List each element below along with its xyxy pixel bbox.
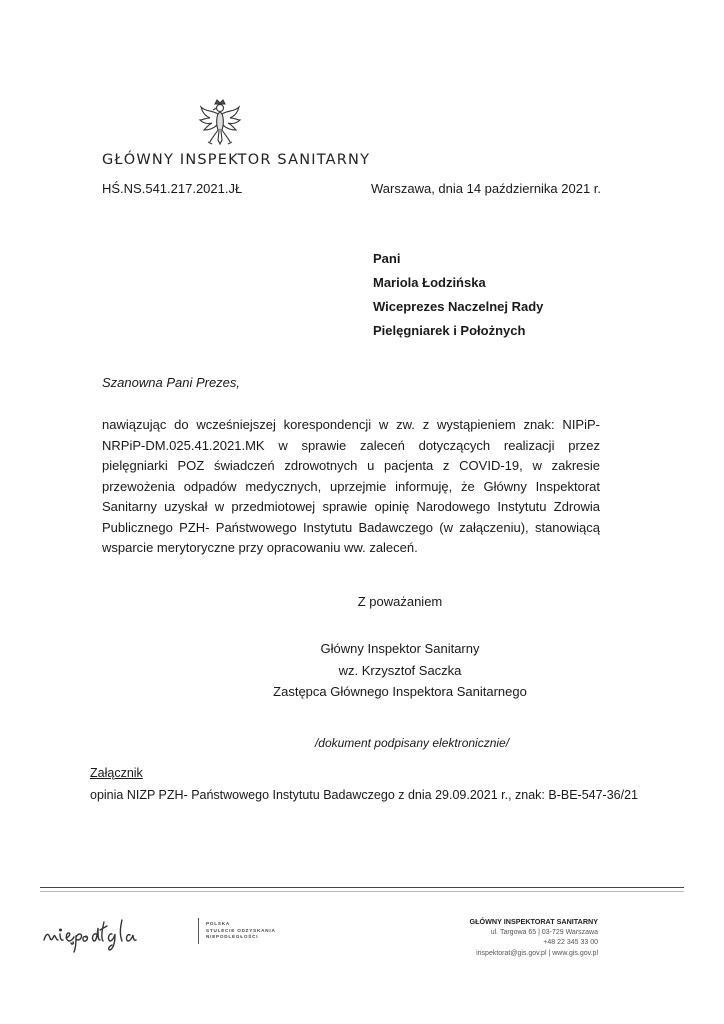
signatory-role: Zastępca Głównego Inspektora Sanitarnego	[273, 684, 527, 699]
signatory-title: Główny Inspektor Sanitarny	[320, 641, 480, 656]
logo-divider	[198, 918, 199, 944]
institution-name: GŁÓWNY INSPEKTOR SANITARNY	[102, 152, 371, 168]
addressee-line: Pani	[373, 251, 401, 266]
addressee-organization: Pielęgniarek i Położnych	[373, 323, 526, 338]
letter-date: Warszawa, dnia 14 października 2021 r.	[371, 181, 602, 196]
footer-divider	[40, 887, 684, 888]
footer-address: ul. Targowa 65 | 03-729 Warszawa	[490, 928, 598, 936]
niepodlegla-caption	[206, 921, 276, 941]
footer-divider-light	[40, 891, 684, 892]
electronic-signature-note: /dokument podpisany elektronicznie/	[314, 736, 510, 750]
attachment-description: opinia NIZP PZH- Państwowego Instytutu Badawczego z dnia 29.09.2021 r., znak: B-BE-547-36/21	[90, 788, 638, 802]
signature-block	[0, 638, 724, 703]
attachment-label: Załącznik	[90, 766, 143, 780]
logo-caption-line: POLSKA	[206, 921, 230, 926]
addressee-position: Wiceprezes Naczelnej Rady	[373, 299, 544, 314]
logo-caption-line: STULECIE ODZYSKANIA	[206, 927, 276, 933]
footer-contact-block	[470, 917, 598, 959]
polish-eagle-emblem-icon	[198, 98, 242, 152]
addressee-block	[373, 247, 543, 343]
addressee-name: Mariola Łodzińska	[373, 275, 486, 290]
salutation: Szanowna Pani Prezes,	[102, 375, 241, 390]
reference-number: HŚ.NS.541.217.2021.JŁ	[102, 181, 243, 196]
logo-caption-line: NIEPODLEGŁOŚCI	[206, 934, 259, 939]
closing-phrase: Z poważaniem	[357, 594, 443, 609]
signatory-name: wz. Krzysztof Saczka	[338, 662, 462, 678]
letter-body: nawiązując do wcześniejszej korespondencji w zw. z wystąpieniem znak: NIPiP-NRPiP-DM.025.41.2021.MK w sprawie zaleceń dotyczących realizacji przez pielęgniarki POZ świadczeń zdrowotnych u pacjenta z COVID-19, w zakresie przewożenia odpadów medycznych, uprzejmie informuję, że Główny Inspektorat Sanitarny uzyskał w przedmiotowej sprawie opinię Narodowego Instytutu Zdrowia Publicznego PZH- Państwowego Instytutu Badawczego (w załączeniu), stanowiącą wsparcie merytoryczne przy opracowaniu ww. zaleceń.	[102, 417, 600, 555]
footer-phone: +48 22 345 33 00	[543, 939, 598, 946]
footer-org-name: GŁÓWNY INSPEKTORAT SANITARNY	[469, 917, 598, 926]
niepodlegla-logo	[38, 910, 193, 954]
footer-email-website: inspektorat@gis.gov.pl | www.gis.gov.pl	[476, 949, 598, 957]
